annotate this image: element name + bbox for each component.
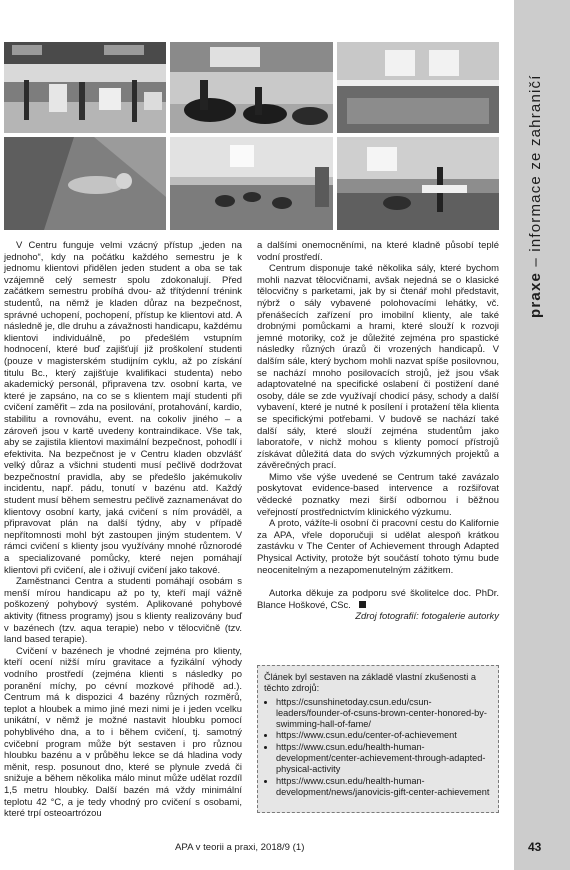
sources-box [257, 665, 499, 813]
right-column [257, 240, 499, 623]
paragraph: Zaměstnanci Centra a studenti pomáhají osobám s menší mírou handicapu až po ty, kteří mají vážně poškozený pohybový systém. Aplikované pohybové aktivity (fitness programy) jsou s klienty realizovány buď v bazénech (tzv. aqua terapie) nebo v tělocvičně (tzv. land based terapie). [4, 576, 242, 646]
source-link[interactable]: • https://www.csun.edu/health-human-development/news/janovicis-gift-center-achievement [276, 776, 492, 799]
sources-intro: Článek byl sestaven na základě vlastní zkušenosti a těchto zdrojů: [264, 672, 476, 694]
section-title [527, 74, 544, 318]
pool-lift-photo [337, 137, 499, 230]
paragraph: V Centru funguje velmi vzácný přístup „jeden na jednoho“, kdy na počátku každého semestru je k jednomu klientovi přidělen jeden student a oba se tak vzájemně celý semestr spolu zdokonalují. Před začátkem semestru probíhá dvou- až třítýdenní trénink studentů, na němž je kladen důraz na bezpečnost, správné uchopení, pochopení, přístup ke klientovi atd. A následně je, dle druhu a závažnosti handicapu, každému klientovi individuálně, po předešlém vstupním hodnocení, které buď zajišťují již proškolení studenti (pouze v magisterském studijním cyklu, až po získání titulu Bc., který zajišťuje kvalifikaci studenta) nebo akademický personál, připravena tzv. osobní karta, ve které je zapsáno, na co se s klientem mají studenti při cvičení zaměřit – zda na posilování, protahování, kardio, stabilitu a rovnováhu, event. na cokoliv jiného – a zároveň jsou v kartě uvedeny kontraindikace. Vše tak, aby se zajistila klientovi maximální bezpečnost, pohodlí i efektivita. Na bezpečnost je v Centru kladen obzvlášť velký důraz a všichni studenti musí pečlivě dodržovat bezpečnostní pravidla, aby se předešlo jakémukoliv incidentu, např. pádu, tonutí v bazénu atd. Každý student musí během semestru pečlivě zaznamenávat do klientovy osobní karty, jaká cvičení s ním prováděl, a připravovat plán na další týdny, aby v případě nepřítomnosti mohl být zastoupen jiným studentem. V rámci cvičení s klienty jsou využívány mnohé různorodé a specializované pomůcky, které nejen pomáhají klientovi při cvičení, ale i oživují cvičení jako takové. [4, 240, 242, 576]
pool-hall-photo [337, 42, 499, 133]
source-link[interactable]: • https://www.csun.edu/center-of-achievement [276, 730, 492, 741]
page-number: 43 [528, 840, 542, 854]
acknowledgement [257, 588, 499, 611]
underwater-swimmer-photo [4, 137, 166, 230]
paragraph: Cvičení v bazénech je vhodné zejména pro klienty, kteří ocení nižší míru gravitace a fyzikální výhody vodního prostředí (zejména klienti s následky po poranění míchy, po cévní mozkové příhodě ad.). Centrum má k dispozici 4 bazény různých rozměrů, teplot a hloubek a mimo jiné mezi nimi je i jeden vcelku unikátní, v němž je možné nastavit hloubku pomocí pohyblivého dna, a to i během cvičení, tj. samotný cvičební program může být sestaven i pro různou hloubku bazénu a v průběhu lekce se dá hladina vody měnit, resp. posunout dno, které se plynule zvedá či snižuje a během několika málo minut může udělat rozdíl 1,5 metru hloubky. Další bazén má vždy minimální teplotu 42 °C, a je tedy vhodný pro cvičení s osobami, které trpí osteoartrózou [4, 645, 242, 820]
pool-therapy-session-photo [170, 137, 333, 230]
sources-list [264, 697, 492, 799]
photo-credit: Zdroj fotografií: fotogalerie autorky [355, 611, 499, 623]
paragraph: a dalšími onemocněními, na které kladně působí teplé vodní prostředí. [257, 240, 499, 263]
paragraph: Mimo vše výše uvedené se Centrum také zavázalo poskytovat evidence-based intervence a rozšiřovat vědecké poznatky mezi širší odbornou i běžnou veřejností prostřednictvím klinického výzkumu. [257, 471, 499, 518]
source-link[interactable]: • https://csunshinetoday.csun.edu/csun-leaders/founder-of-csuns-brown-center-honored-by-swimming-hall-of-fame/ [276, 697, 492, 731]
paragraph: Centrum disponuje také několika sály, které bychom mohli nazvat tělocvičnami, avšak nejedná se o klasické tělocvičny s parketami, jak by si čtenář mohl představit, nýbrž o sály vybavené polohovacími lehátky, vč. přenášecích zařízení pro imobilní klienty, ale také drobnými pomůckami a hrami, které slouží k rozvoji jemné motoriky, což je důležité zejména pro spastické následky různých úrazů či vrozených handicapů. V dalším sále, který bychom mohli nazvat spíše posilovnou, se nachází mnoho posilovacích strojů, jež jsou však adaptovatelné na specifické oslabení či postižení dané osoby, dále se zde využívají chodicí pásy, schody a další vybavení, které je nutné k posílení i protažení těla klienta se specifickými potřebami. V budově se nachází také další sály, které slouží zejména studentům jako laboratoře, v nichž mohou s klienty pomocí přístrojů získávat důležitá data do svých výzkumných projektů a závěrečných prací. [257, 263, 499, 472]
left-column [4, 240, 242, 820]
section-title-bold: praxe [527, 271, 544, 318]
acknowledgement-text: Autorka děkuje za podporu své školitelce doc. PhDr. Blance Hoškové, CSc. [257, 588, 499, 611]
source-link[interactable]: • https://www.csun.edu/health-human-development/center-achievement-through-adapted-physical-activity [276, 742, 492, 776]
end-mark-icon [359, 601, 366, 608]
paragraph: A proto, vážíte-li osobní či pracovní cestu do Kalifornie za APA, vřele doporučuji si udělat alespoň krátkou zastávku v The Center of Achievement through Adapted Physical Activity, protože být součástí tohoto týmu bude neocenitelným a nezapomenutelným zážitkem. [257, 518, 499, 576]
exercise-bikes-photo [170, 42, 333, 133]
journal-footer: APA v teorii a praxi, 2018/9 (1) [175, 842, 305, 853]
gym-room-photo [4, 42, 166, 133]
section-title-rest: – informace ze zahraničí [527, 74, 544, 272]
